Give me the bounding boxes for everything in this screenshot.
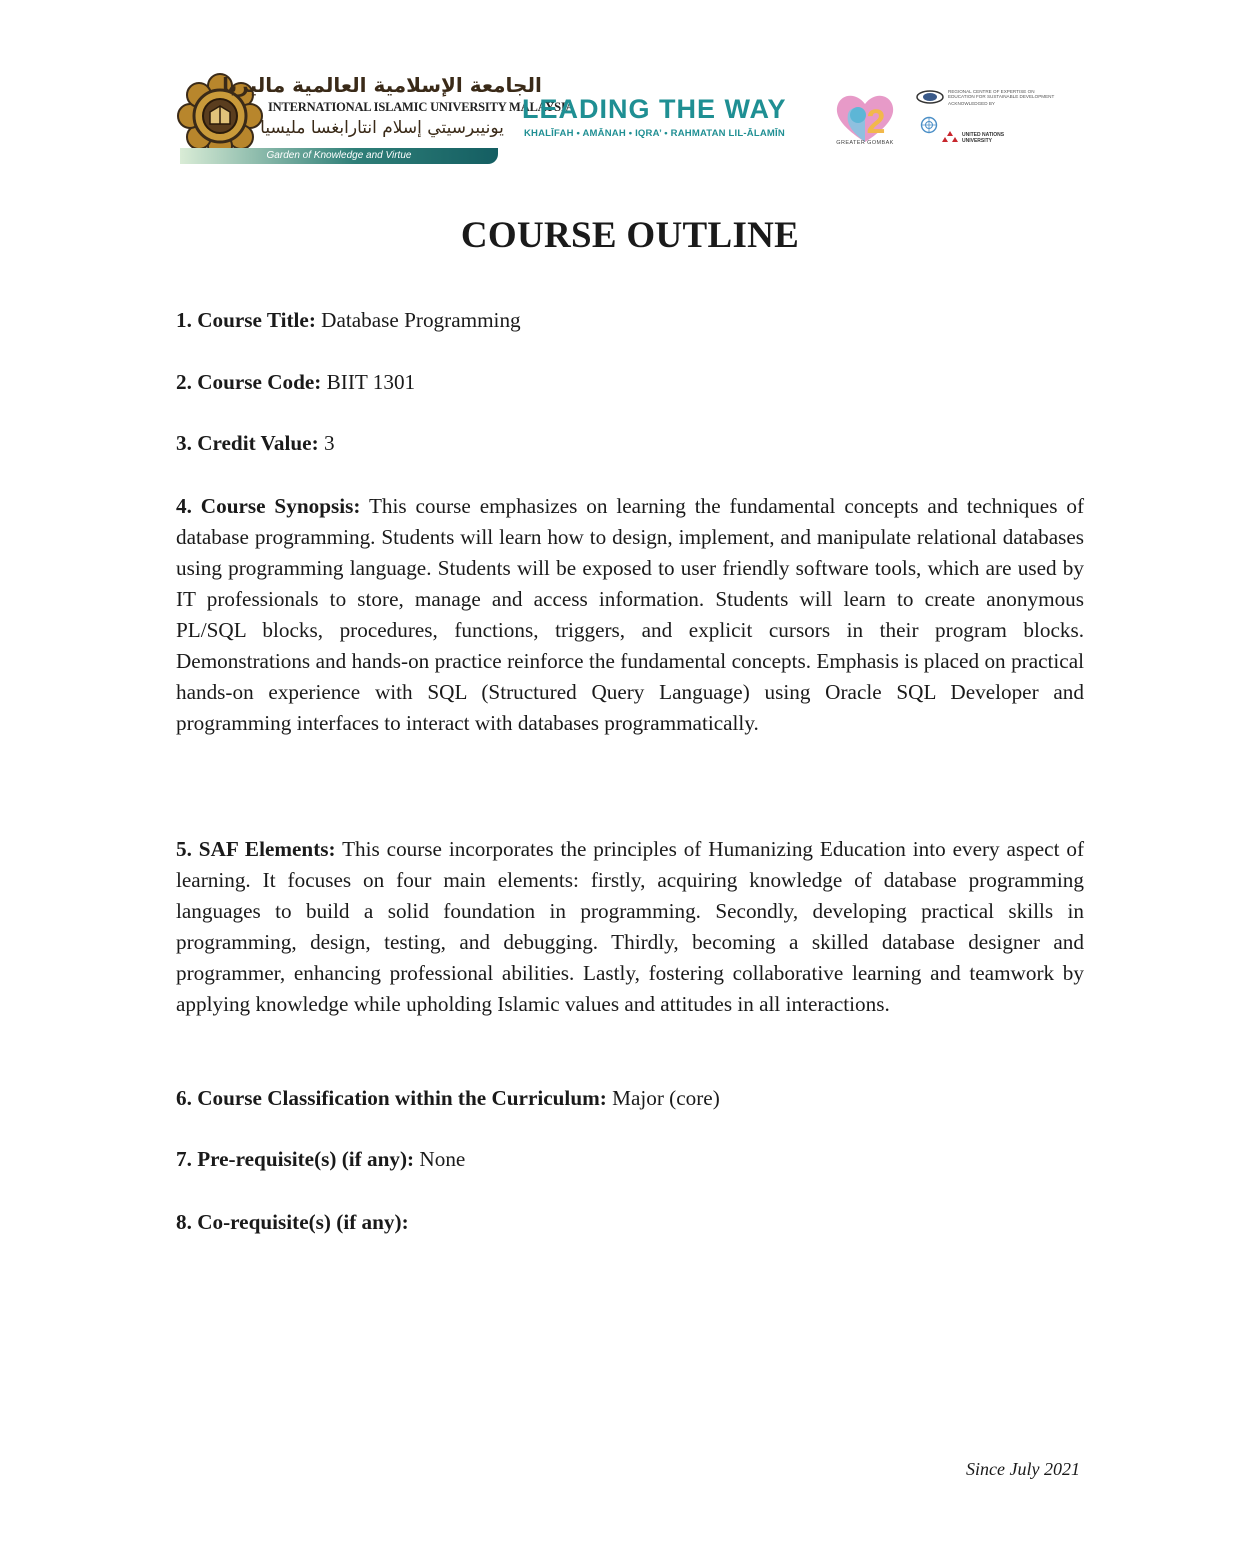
campaign-subtitle: KHALĪFAH • AMĀNAH • IQRA’ • RAHMATAN LIL-ĀLAMĪN	[524, 128, 785, 139]
item-label: 7. Pre-requisite(s) (if any):	[176, 1147, 415, 1171]
item-label: 2. Course Code:	[176, 370, 322, 394]
course-title-item	[176, 305, 1084, 336]
item-label: 6. Course Classification within the Curriculum:	[176, 1086, 607, 1110]
item-value: This course emphasizes on learning the fundamental concepts and techniques of database programming. Students will learn how to design, implement, and manipulate relational databases using programming language. Students will be exposed to user friendly software tools, which are used by IT professionals to store, manage and access information. Students will learn to create anonymous PL/SQL blocks, procedures, functions, triggers, and explicit cursors in their program blocks. Demonstrations and hands-on practice reinforce the fundamental concepts. Emphasis is placed on practical hands-on experience with SQL (Structured Query Language) using Oracle SQL Developer and programming interfaces to interact with databases programmatically.	[176, 494, 1085, 735]
credit-value-item	[176, 428, 1084, 459]
iium-logo	[170, 68, 575, 168]
unu-text: UNITED NATIONS UNIVERSITY	[962, 132, 1005, 144]
iium-english-name: INTERNATIONAL ISLAMIC UNIVERSITY MALAYSIA	[268, 100, 575, 114]
prerequisite-item	[176, 1144, 1084, 1175]
unu-emblem-icon	[942, 130, 958, 144]
course-classification-item	[176, 1083, 1084, 1114]
iium-tagline: Garden of Knowledge and Virtue	[180, 148, 498, 164]
item-value: 3	[323, 431, 335, 455]
svg-text:2: 2	[866, 103, 886, 141]
rce-logo-icon	[916, 90, 944, 104]
iium-arabic-name	[222, 70, 542, 98]
course-code-item	[176, 367, 1084, 398]
item-label: 5. SAF Elements:	[176, 837, 336, 861]
header-logos	[170, 68, 1055, 172]
item-value: This course incorporates the principles of Humanizing Education into every aspect of learning. It focuses on four main elements: firstly, acquiring knowledge of database programming languages to build a solid foundation in programming. Secondly, developing practical skills in programming, design, testing, and debugging. Thirdly, becoming a skilled database designer and programmer, enhancing professional abilities. Lastly, fostering collaborative learning and teamwork by applying knowledge while upholding Islamic values and attitudes in all interactions.	[176, 837, 1085, 1016]
svg-text:يونيبرسيتي إسلام انتارابغسا مل: يونيبرسيتي إسلام انتارابغسا مليسيا	[260, 118, 504, 138]
corequisite-item	[176, 1207, 1084, 1238]
saf-elements-item	[176, 834, 1084, 1020]
item-value: Database Programming	[321, 308, 521, 332]
item-label: 3. Credit Value:	[176, 431, 319, 455]
campaign-title: LEADING THE WAY	[522, 94, 787, 124]
iium-jawi-name	[260, 114, 504, 138]
item-value: BIIT 1301	[326, 370, 416, 394]
item-label: 1. Course Title:	[176, 308, 316, 332]
item-label: 4. Course Synopsis:	[176, 494, 361, 518]
svg-text:الجامعة الإسلامية العالمية مال: الجامعة الإسلامية العالمية ماليزيا	[222, 73, 542, 97]
green-gombak-heart-icon	[830, 88, 900, 148]
un-emblem-icon	[920, 116, 938, 134]
green-gombak-label: GREATER GOMBAK	[836, 140, 894, 146]
course-synopsis-item	[176, 491, 1084, 739]
item-value: Major (core)	[612, 1086, 720, 1110]
item-value: None	[419, 1147, 466, 1171]
rce-text: REGIONAL CENTRE OF EXPERTISE ON EDUCATION FOR SUSTAINABLE DEVELOPMENT ACKNOWLEDGED BY	[948, 89, 1055, 107]
footer-note: Since July 2021	[966, 1459, 1080, 1479]
item-label: 8. Co-requisite(s) (if any):	[176, 1210, 409, 1234]
page-title: COURSE OUTLINE	[460, 215, 800, 256]
